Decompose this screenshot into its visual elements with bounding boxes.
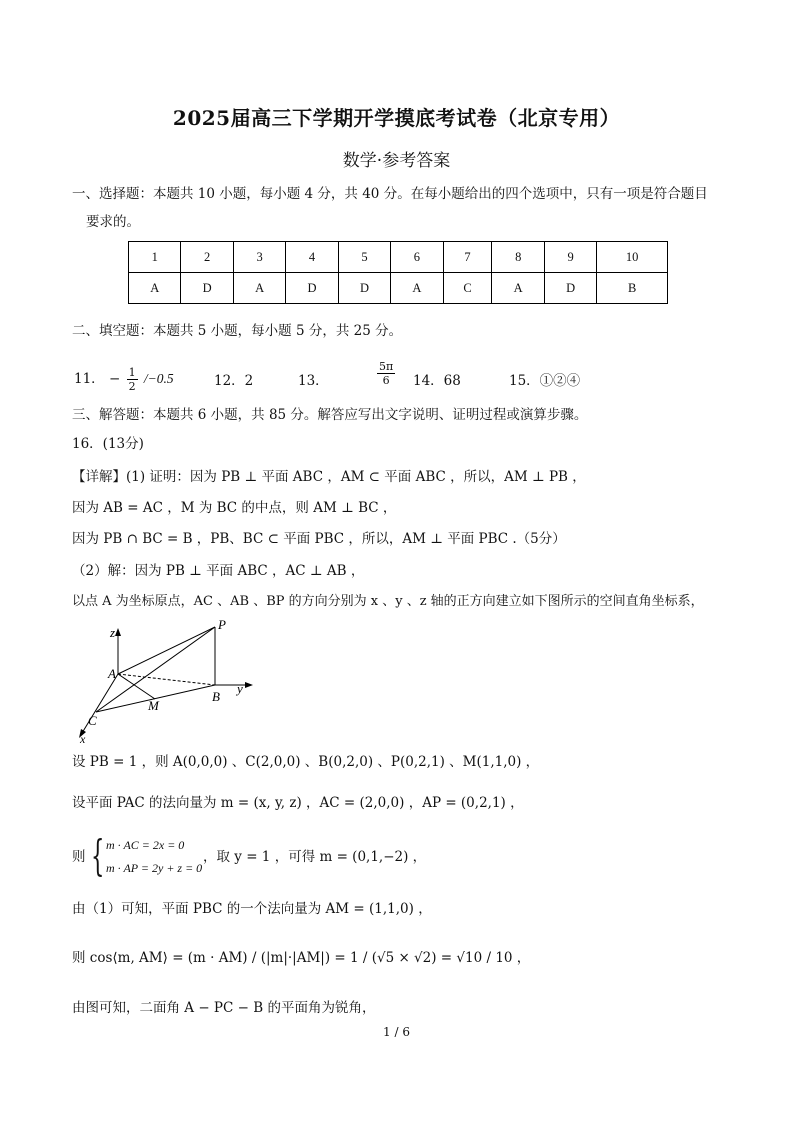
label-c: C: [88, 713, 97, 728]
solution-line-2: 因为 AB = AC ，M 为 BC 的中点，则 AM ⊥ BC ，: [72, 500, 397, 516]
q11-sign: −: [108, 371, 121, 387]
table-cell: D: [181, 273, 233, 304]
solution-line-7: 设平面 PAC 的法向量为 m = (x, y, z) ，AC = (2,0,0) ，AP = (0,2,1) ，: [72, 795, 524, 811]
table-cell: C: [443, 273, 492, 304]
table-cell: 4: [286, 242, 338, 273]
y-axis-arrow-icon: [245, 682, 253, 688]
q11-numerator: 1: [128, 366, 136, 379]
section1-heading: 一、选择题：本题共 10 小题，每小题 4 分，共 40 分。在每小题给出的四个选项中，只有一项是符合题目: [72, 186, 708, 202]
solution-line-5: 以点 A 为坐标原点，AC 、AB 、BP 的方向分别为 x 、y 、z 轴的正方向建立如下图所示的空间直角坐标系，: [72, 594, 704, 609]
table-cell: 2: [181, 242, 233, 273]
solution-line-11: 由图可知，二面角 A − PC − B 的平面角为锐角，: [72, 1000, 376, 1016]
q13-label: 13．: [298, 373, 329, 389]
page-number: 1 / 6: [383, 1025, 410, 1039]
q13-denominator: 6: [382, 374, 390, 387]
section1-heading-cont: 要求的。: [86, 214, 140, 230]
fill-answer-14: 14．68: [413, 373, 461, 389]
system-brace: {: [91, 831, 105, 880]
solution-line-1: 【详解】(1) 证明：因为 PB ⊥ 平面 ABC ，AM ⊂ 平面 ABC ，所以，AM ⊥ PB ，: [72, 469, 586, 485]
q11-rest: /−0.5: [143, 371, 174, 386]
label-p: P: [218, 617, 226, 632]
answer-table-numbers-row: [129, 242, 668, 273]
solution-line-8-prefix: 则: [72, 849, 86, 865]
system-eq-1: m · AC = 2x = 0: [106, 838, 185, 852]
label-a: A: [108, 666, 116, 681]
table-cell: 6: [391, 242, 443, 273]
fill-answer-12: 12．2: [214, 373, 254, 389]
label-b: B: [212, 689, 220, 704]
fill-answer-11: [74, 366, 174, 393]
fill-answer-15: 15．①②④: [509, 373, 581, 389]
solution-line-6: 设 PB = 1 ，则 A(0,0,0) 、C(2,0,0) 、B(0,2,0) 、P(0,2,1) 、M(1,1,0) ，: [72, 754, 540, 770]
q11-denominator: 2: [128, 380, 136, 393]
label-m: M: [148, 698, 159, 713]
table-cell: B: [597, 273, 668, 304]
solution-line-4: （2）解：因为 PB ⊥ 平面 ABC ，AC ⊥ AB ，: [72, 563, 365, 579]
q13-numerator: 5π: [379, 360, 394, 373]
coordinate-figure: [70, 615, 260, 745]
table-cell: A: [492, 273, 544, 304]
edge-ap: [118, 627, 215, 674]
label-z: z: [110, 625, 116, 640]
q13-fraction: [377, 360, 395, 387]
question-16-label: 16．(13分): [72, 436, 144, 452]
table-cell: A: [391, 273, 443, 304]
q11-fraction: [127, 366, 138, 393]
q11-label: 11．: [74, 371, 105, 387]
solution-line-9: 由（1）可知，平面 PBC 的一个法向量为 AM = (1,1,0) ，: [72, 901, 432, 917]
document-title: 2025届高三下学期开学摸底考试卷（北京专用）: [172, 106, 621, 130]
table-cell: D: [286, 273, 338, 304]
answer-table-answers-row: [129, 273, 668, 304]
solution-line-10: 则 cos⟨m, AM⟩ = (m · AM) / (|m|·|AM|) = 1 / (√5 × √2) = √10 / 10 ，: [72, 950, 531, 966]
table-cell: 8: [492, 242, 544, 273]
fill-answer-13: [375, 360, 397, 387]
table-cell: 1: [129, 242, 181, 273]
table-cell: 9: [544, 242, 596, 273]
table-cell: 10: [597, 242, 668, 273]
solution-line-8-suffix: ，取 y = 1 ，可得 m = (0,1,−2) ，: [203, 849, 427, 865]
answer-table: [128, 241, 668, 304]
section3-heading: 三、解答题：本题共 6 小题，共 85 分。解答应写出文字说明、证明过程或演算步骤。: [72, 407, 588, 423]
table-cell: D: [544, 273, 596, 304]
table-cell: 5: [338, 242, 390, 273]
label-y: y: [237, 681, 243, 696]
system-eq-2: m · AP = 2y + z = 0: [106, 861, 203, 875]
table-cell: 7: [443, 242, 492, 273]
table-cell: D: [338, 273, 390, 304]
solution-line-3: 因为 PB ∩ BC = B ，PB、BC ⊂ 平面 PBC ，所以，AM ⊥ 平面 PBC .（5分）: [72, 531, 566, 547]
table-cell: A: [233, 273, 285, 304]
table-cell: A: [129, 273, 181, 304]
document-subtitle: 数学·参考答案: [342, 151, 451, 171]
label-x: x: [80, 732, 86, 745]
section2-heading: 二、填空题：本题共 5 小题，每小题 5 分，共 25 分。: [72, 323, 403, 339]
z-axis-arrow-icon: [115, 628, 121, 636]
table-cell: 3: [233, 242, 285, 273]
